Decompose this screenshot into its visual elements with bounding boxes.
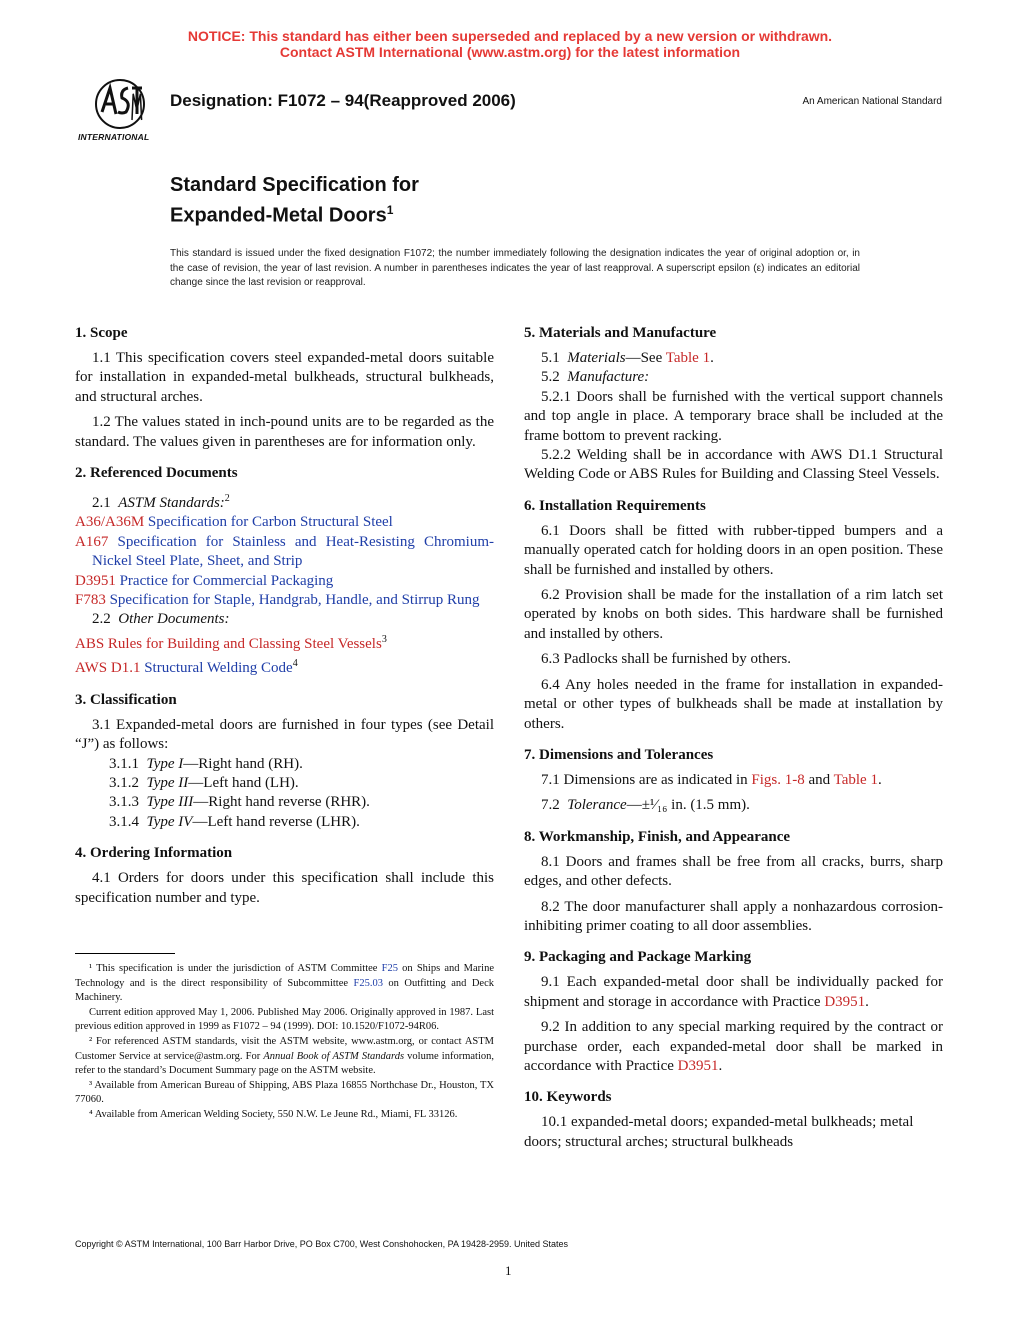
reference-title[interactable]: Specification for Staple, Handgrab, Handle, and Stirrup Rung xyxy=(109,592,480,609)
type-label: Type II xyxy=(146,774,189,791)
section-materials xyxy=(524,324,943,485)
astm-logo xyxy=(76,74,164,144)
footnote-text: volume information, refer to the standard’s Document Summary page on the ASTM website. xyxy=(75,1050,494,1077)
paragraph xyxy=(524,368,943,387)
footnote-mark: 2 xyxy=(224,493,230,505)
clause-text: 9.1 Each expanded-metal door shall be individually packed for shipment and storage in accordance with Practice xyxy=(524,974,943,1010)
footnotes xyxy=(75,962,494,1123)
reference-link[interactable] xyxy=(75,591,494,610)
section-heading: 9. Packaging and Package Marking xyxy=(524,949,752,966)
clause-label: Tolerance xyxy=(567,797,627,814)
footnote-text: on Outfitting and Deck Machinery. xyxy=(75,977,495,1004)
paragraph: 4.1 Orders for doors under this specification shall include this specification number and type. xyxy=(75,870,494,906)
left-column xyxy=(75,324,494,920)
reference-code[interactable]: A167 xyxy=(75,533,109,550)
footnote-2 xyxy=(75,1035,494,1079)
paragraph: 9.2 In addition to any special marking required by the contract or purchase order, each expanded-metal door shall be marked in accordance with Practice D3951. xyxy=(524,1019,943,1074)
paragraph: 10.1 expanded-metal doors; expanded-metal bulkheads; metal doors; structural arches; structural bulkheads xyxy=(524,1114,914,1150)
section-heading: 4. Ordering Information xyxy=(75,845,233,862)
reference-link[interactable] xyxy=(75,572,494,591)
right-column xyxy=(524,324,943,1164)
paragraph: 5.1 Materials—See Table 1. xyxy=(541,350,714,366)
section-scope xyxy=(75,324,494,452)
paragraph: 7.1 Dimensions are as indicated in Figs. 1-8 and Table 1. xyxy=(541,771,882,788)
paragraph: 9.1 Each expanded-metal door shall be individually packed for shipment and storage in accordance with Practice D3951. xyxy=(524,974,943,1010)
paragraph: 6.4 Any holes needed in the frame for installation in expanded-metal or other types of bulkheads shall be made at installation by others. xyxy=(524,676,943,732)
clause-text: 7.1 Dimensions are as indicated in xyxy=(541,771,752,788)
section-heading: 2. Referenced Documents xyxy=(75,465,238,482)
clause-text: —See xyxy=(625,350,666,366)
type-desc: —Left hand reverse (LHR). xyxy=(192,813,360,830)
notice-line-2: Contact ASTM International (www.astm.org) for the latest information xyxy=(279,44,741,60)
reference-link[interactable] xyxy=(75,513,494,532)
reference-title[interactable]: Practice for Commercial Packaging xyxy=(119,572,334,589)
notice-line-1: NOTICE: This standard has either been superseded and replaced by a new version or withdrawn. xyxy=(187,28,833,44)
paragraph: 8.2 The door manufacturer shall apply a nonhazardous corrosion-inhibiting primer coating to all door assemblies. xyxy=(524,898,943,934)
reference-link-abs[interactable] xyxy=(75,630,494,654)
paragraph: 6.3 Padlocks shall be furnished by others. xyxy=(541,651,791,668)
reference-code[interactable]: F783 xyxy=(75,592,106,609)
section-installation xyxy=(524,497,943,734)
document-title xyxy=(170,173,419,229)
section-heading: 7. Dimensions and Tolerances xyxy=(524,746,714,763)
type-item xyxy=(92,755,494,774)
figures-link[interactable]: Figs. 1-8 xyxy=(751,771,805,788)
section-heading: 3. Classification xyxy=(75,691,177,708)
paragraph: 1.1 This specification covers steel expanded-metal doors suitable for installation in expanded-metal bulkheads, structural bulkheads, and structural arches. xyxy=(75,350,494,405)
subcommittee-link[interactable]: F25.03 xyxy=(353,977,383,989)
section-ordering xyxy=(75,844,494,908)
reference-code[interactable]: ABS Rules for Building and Classing Steel Vessels xyxy=(75,635,382,652)
clause-label: Materials xyxy=(567,350,626,366)
paragraph: 6.1 Doors shall be fitted with rubber-tipped bumpers and a manually operated catch for holding doors in an open position. These shall be furnished and installed by others. xyxy=(524,522,943,578)
title-line-1: Standard Specification for xyxy=(170,174,419,196)
clause-text: and xyxy=(804,771,834,788)
paragraph: 6.2 Provision shall be made for the installation of a rim latch set operated by knobs on both sides. This hardware shall be furnished and installed by others. xyxy=(524,587,943,642)
section-keywords xyxy=(524,1088,943,1152)
paragraph: 1.2 The values stated in inch-pound units are to be regarded as the standard. The values given in parentheses are for information only. xyxy=(75,414,494,450)
section-heading: 6. Installation Requirements xyxy=(524,497,706,514)
footnote-mark: 4 xyxy=(292,658,298,670)
reference-title[interactable]: Specification for Carbon Structural Steel xyxy=(147,514,393,531)
page-number: 1 xyxy=(505,1263,512,1278)
practice-link[interactable]: D3951 xyxy=(824,993,866,1010)
clause-number: 3.1.2 xyxy=(109,774,139,791)
type-desc: —Left hand (LH). xyxy=(188,774,299,791)
paragraph: 5.2.1 Doors shall be furnished with the vertical support channels and top angle in place. A temporary brace shall be included at the frame bottom to prevent racking. xyxy=(524,388,943,444)
footnote-divider xyxy=(75,953,175,954)
clause-number: 5.1 xyxy=(541,350,560,366)
copyright: Copyright © ASTM International, 100 Barr Harbor Drive, PO Box C700, West Conshohocken, PA 19428-2959. United States xyxy=(75,1239,569,1249)
clause-number: 2.2 xyxy=(92,611,111,628)
clause-number: 7.2 xyxy=(541,797,560,814)
type-label: Type I xyxy=(146,755,184,772)
type-label: Type III xyxy=(146,794,194,811)
designation: Designation: F1072 – 94(Reapproved 2006) xyxy=(170,91,516,110)
clause-label: Other Documents: xyxy=(118,611,230,628)
clause-label: ASTM Standards: xyxy=(118,495,225,512)
section-heading: 8. Workmanship, Finish, and Appearance xyxy=(524,828,791,845)
type-item xyxy=(92,774,494,793)
clause-number: 3.1.3 xyxy=(109,794,139,811)
withdrawal-notice xyxy=(0,28,1020,60)
footnote-1b: Current edition approved May 1, 2006. Published May 2006. Originally approved in 1987. Last previous edition approved in 1999 as F1072 – 94 (1999). DOI: 10.1520/F1072-94R06. xyxy=(75,1006,494,1033)
footnote-text: on Ships and Marine Technology and is the direct responsibility of Subcommittee xyxy=(75,963,495,989)
clause-number: 3.1.4 xyxy=(109,813,139,830)
section-heading: 1. Scope xyxy=(75,325,128,341)
other-documents-label xyxy=(75,610,494,629)
section-dimensions xyxy=(524,746,943,816)
footnote-mark: 3 xyxy=(381,633,387,645)
paragraph: 3.1 Expanded-metal doors are furnished in four types (see Detail “J”) as follows: xyxy=(75,716,494,753)
type-item xyxy=(92,793,494,812)
clause-label: Manufacture: xyxy=(567,369,650,386)
practice-link[interactable]: D3951 xyxy=(677,1057,719,1074)
committee-link[interactable]: F25 xyxy=(381,963,398,974)
issued-note: This standard is issued under the fixed designation F1072; the number immediately following the designation indicates the year of original adoption or, in the case of revision, the year of last revision. A number in parentheses indicates the year of last reapproval. A superscript epsilon (ε) indicates an editorial change since the last revision or reapproval. xyxy=(170,248,860,288)
footnote-text: ¹ This specification is under the jurisdiction of ASTM Committee xyxy=(89,963,382,974)
clause-text: 9.2 In addition to any special marking required by the contract or purchase order, each expanded-metal door shall be marked in accordance with Practice xyxy=(524,1019,943,1074)
section-packaging xyxy=(524,948,943,1076)
reference-title[interactable]: Specification for Stainless and Heat-Resisting Chromium-Nickel Steel Plate, Sheet, and Strip xyxy=(92,533,494,570)
section-referenced-documents xyxy=(75,464,494,679)
footnote-3: ³ Available from American Bureau of Shipping, ABS Plaza 16855 Northchase Dr., Houston, TX 77060. xyxy=(75,1079,494,1106)
type-desc: —Right hand reverse (RHR). xyxy=(193,794,370,811)
type-item xyxy=(92,813,494,832)
reference-code[interactable]: D3951 xyxy=(75,572,116,589)
reference-code[interactable]: AWS D1.1 xyxy=(75,660,141,677)
reference-title[interactable]: Structural Welding Code xyxy=(144,660,293,677)
footnote-1 xyxy=(75,962,494,1006)
paragraph: 5.2.2 Welding shall be in accordance with AWS D1.1 Structural Welding Code or ABS Rules for Building and Classing Steel Vessels. xyxy=(524,447,943,483)
footnote-text: ² For referenced ASTM standards, visit the ASTM website, www.astm.org, or contact ASTM Customer Service at service@astm.org. For xyxy=(75,1035,494,1062)
section-classification xyxy=(75,691,494,832)
clause-number: 2.1 xyxy=(92,495,111,512)
clause-number: 5.2 xyxy=(541,369,560,386)
reference-link-aws[interactable] xyxy=(75,654,494,678)
reference-link[interactable] xyxy=(75,533,494,572)
section-heading: 5. Materials and Manufacture xyxy=(524,325,717,341)
national-standard-label: An American National Standard xyxy=(802,96,942,107)
section-heading: 10. Keywords xyxy=(524,1089,612,1106)
type-label: Type IV xyxy=(146,813,193,830)
type-desc: —Right hand (RH). xyxy=(183,755,303,772)
footnote-4: ⁴ Available from American Welding Society, 550 N.W. Le Jeune Rd., Miami, FL 33126. xyxy=(89,1108,458,1120)
table-link[interactable]: Table 1 xyxy=(665,350,711,366)
footnote-italic: Annual Book of ASTM Standards xyxy=(263,1050,405,1062)
astm-standards-label xyxy=(75,489,494,513)
section-workmanship xyxy=(524,828,943,937)
title-text: Expanded-Metal Doors xyxy=(170,204,387,227)
title-line-2 xyxy=(170,198,419,229)
paragraph: 8.1 Doors and frames shall be free from all cracks, burrs, sharp edges, and other defects. xyxy=(524,853,943,890)
clause-text: —±¹⁄₁₆ in. (1.5 mm). xyxy=(626,797,750,814)
paragraph xyxy=(524,796,943,815)
clause-number: 3.1.1 xyxy=(109,755,139,772)
title-footnote-mark: 1 xyxy=(386,203,394,217)
reference-code[interactable]: A36/A36M xyxy=(75,514,145,531)
logo-international-text: INTERNATIONAL xyxy=(78,132,150,142)
table-link[interactable]: Table 1 xyxy=(833,771,878,788)
